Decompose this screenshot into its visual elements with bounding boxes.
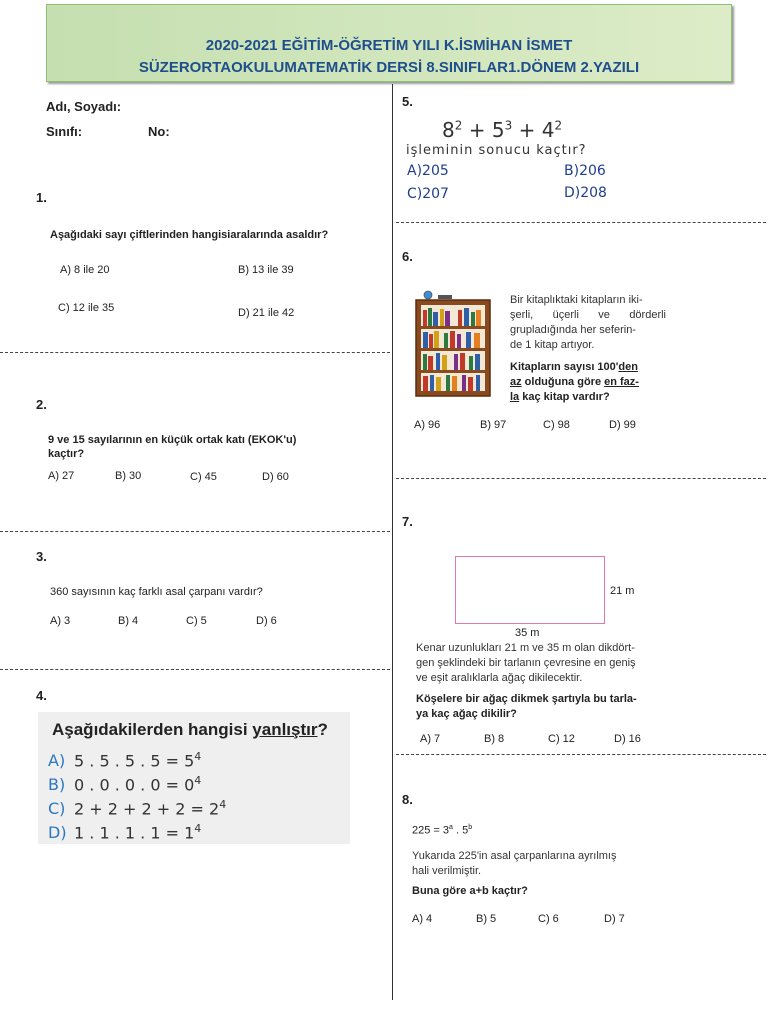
q3-option-c: C) 5 [186, 615, 207, 627]
q8-option-b: B) 5 [476, 913, 497, 925]
header-line-2: SÜZERORTAOKULUMATEMATİK DERSİ 8.SINIFLAR1.DÖNEM 2.YAZILI [138, 59, 640, 76]
q4-option-d: D) 1 . 1 . 1 . $1 = 1^4$ [48, 822, 202, 843]
q6-option-d: D) 99 [609, 419, 636, 431]
question-5-text: işleminin sonucu kaçtır? [406, 143, 587, 158]
bookshelf-icon [414, 290, 492, 398]
rectangle-bottom-label: 35 m [515, 627, 540, 639]
q6-option-b: B) 97 [480, 419, 507, 431]
q2-option-a: A) 27 [48, 470, 75, 482]
question-7-number: 7. [402, 514, 413, 529]
q6-option-a: A) 96 [414, 419, 441, 431]
q7-option-d: D) 16 [614, 733, 641, 745]
q8-option-a: A) 4 [412, 913, 433, 925]
question-8-equation: $225 = 3^a$ . 5$^b$ [412, 824, 473, 837]
divider-q6 [396, 478, 766, 479]
q7-option-c: C) 12 [548, 733, 575, 745]
question-5-expression: $8^2 + 5^3 + 4^2$ [442, 118, 563, 142]
q1-option-d: D) 21 ile 42 [238, 307, 295, 319]
header-line-1: 2020-2021 EĞİTİM-ÖĞRETİM YILI K.İSMİHAN İSMET [205, 37, 573, 54]
column-divider [392, 84, 393, 1000]
q7-option-b: B) 8 [484, 733, 505, 745]
q4-option-c: C) $2 + 2 + 2 + 2 = 2^4$ [48, 798, 227, 819]
q3-option-d: D) 6 [256, 615, 277, 627]
divider-q3 [0, 669, 390, 670]
question-7-bold-text: Köşelere bir ağaç dikmek şartıyla bu tarla- ya kaç ağaç dikilir? [416, 693, 637, 720]
q5-option-b: B)206 [564, 163, 606, 179]
q8-option-c: C) 6 [538, 913, 559, 925]
question-6-bold-text: Kitapların sayısı 100'den az olduğuna göre en faz- la kaç kitap vardır? [510, 361, 639, 403]
divider-q2 [0, 531, 390, 532]
q4-option-a: A) 5 . 5 . 5 . $5 = 5^4$ [48, 750, 202, 771]
q5-option-c: C)207 [407, 186, 449, 202]
q6-option-c: C) 98 [543, 419, 570, 431]
field-rectangle [455, 556, 605, 624]
rectangle-side-label: 21 m [610, 585, 635, 597]
q5-option-a: A)205 [407, 163, 449, 179]
question-1-text: Aşağıdaki sayı çiftlerinden hangisiaralarında asaldır? [50, 229, 329, 241]
name-label: Adı, Soyadı: [46, 99, 122, 114]
question-2-text-1: 9 ve 15 sayılarının en küçük ortak katı (EKOK'u) [48, 434, 297, 446]
q5-option-d: D)208 [564, 185, 607, 201]
q2-option-b: B) 30 [115, 470, 142, 482]
q8-option-d: D) 7 [604, 913, 625, 925]
question-4-number: 4. [36, 688, 47, 703]
question-3-number: 3. [36, 549, 47, 564]
question-6-number: 6. [402, 249, 413, 264]
q3-option-a: A) 3 [50, 615, 71, 627]
q7-option-a: A) 7 [420, 733, 441, 745]
question-3-text: 360 sayısının kaç farklı asal çarpanı vardır? [50, 586, 263, 598]
question-4-box [38, 712, 350, 844]
divider-q1 [0, 352, 390, 353]
question-5-number: 5. [402, 94, 413, 109]
q1-option-b: B) 13 ile 39 [238, 264, 294, 276]
q2-option-c: C) 45 [190, 471, 217, 483]
question-8-text: Yukarıda 225'in asal çarpanlarına ayrılmış hali verilmiştir. [412, 850, 617, 877]
class-label: Sınıfı: [46, 124, 83, 139]
q2-option-d: D) 60 [262, 471, 289, 483]
exam-header [46, 4, 732, 82]
number-label: No: [148, 124, 170, 139]
question-8-bold-text: Buna göre a+b kaçtır? [412, 885, 528, 897]
divider-q5 [396, 222, 766, 223]
q1-option-c: C) 12 ile 35 [58, 302, 115, 314]
question-4-title: Aşağıdakilerden hangisi yanlıştır? [52, 720, 328, 739]
question-6-text: Bir kitaplıktaki kitapların iki- şerli, üçerli ve dörderli grupladığında her seferin- de 1 kitap artıyor. [510, 294, 666, 351]
question-7-text: Kenar uzunlukları 21 m ve 35 m olan dikdört- gen şeklindeki bir tarlanın çevresine en geniş ve eşit aralıklarla ağaç dikilecektir. [416, 642, 636, 684]
question-2-text-2: kaçtır? [48, 448, 85, 460]
divider-q7 [396, 754, 766, 755]
question-1-number: 1. [36, 190, 47, 205]
q1-option-a: A) 8 ile 20 [60, 264, 110, 276]
question-2-number: 2. [36, 397, 47, 412]
q3-option-b: B) 4 [118, 615, 139, 627]
question-8-number: 8. [402, 792, 413, 807]
q4-option-b: B) 0 . 0 . 0 . $0 = 0^4$ [48, 774, 202, 795]
